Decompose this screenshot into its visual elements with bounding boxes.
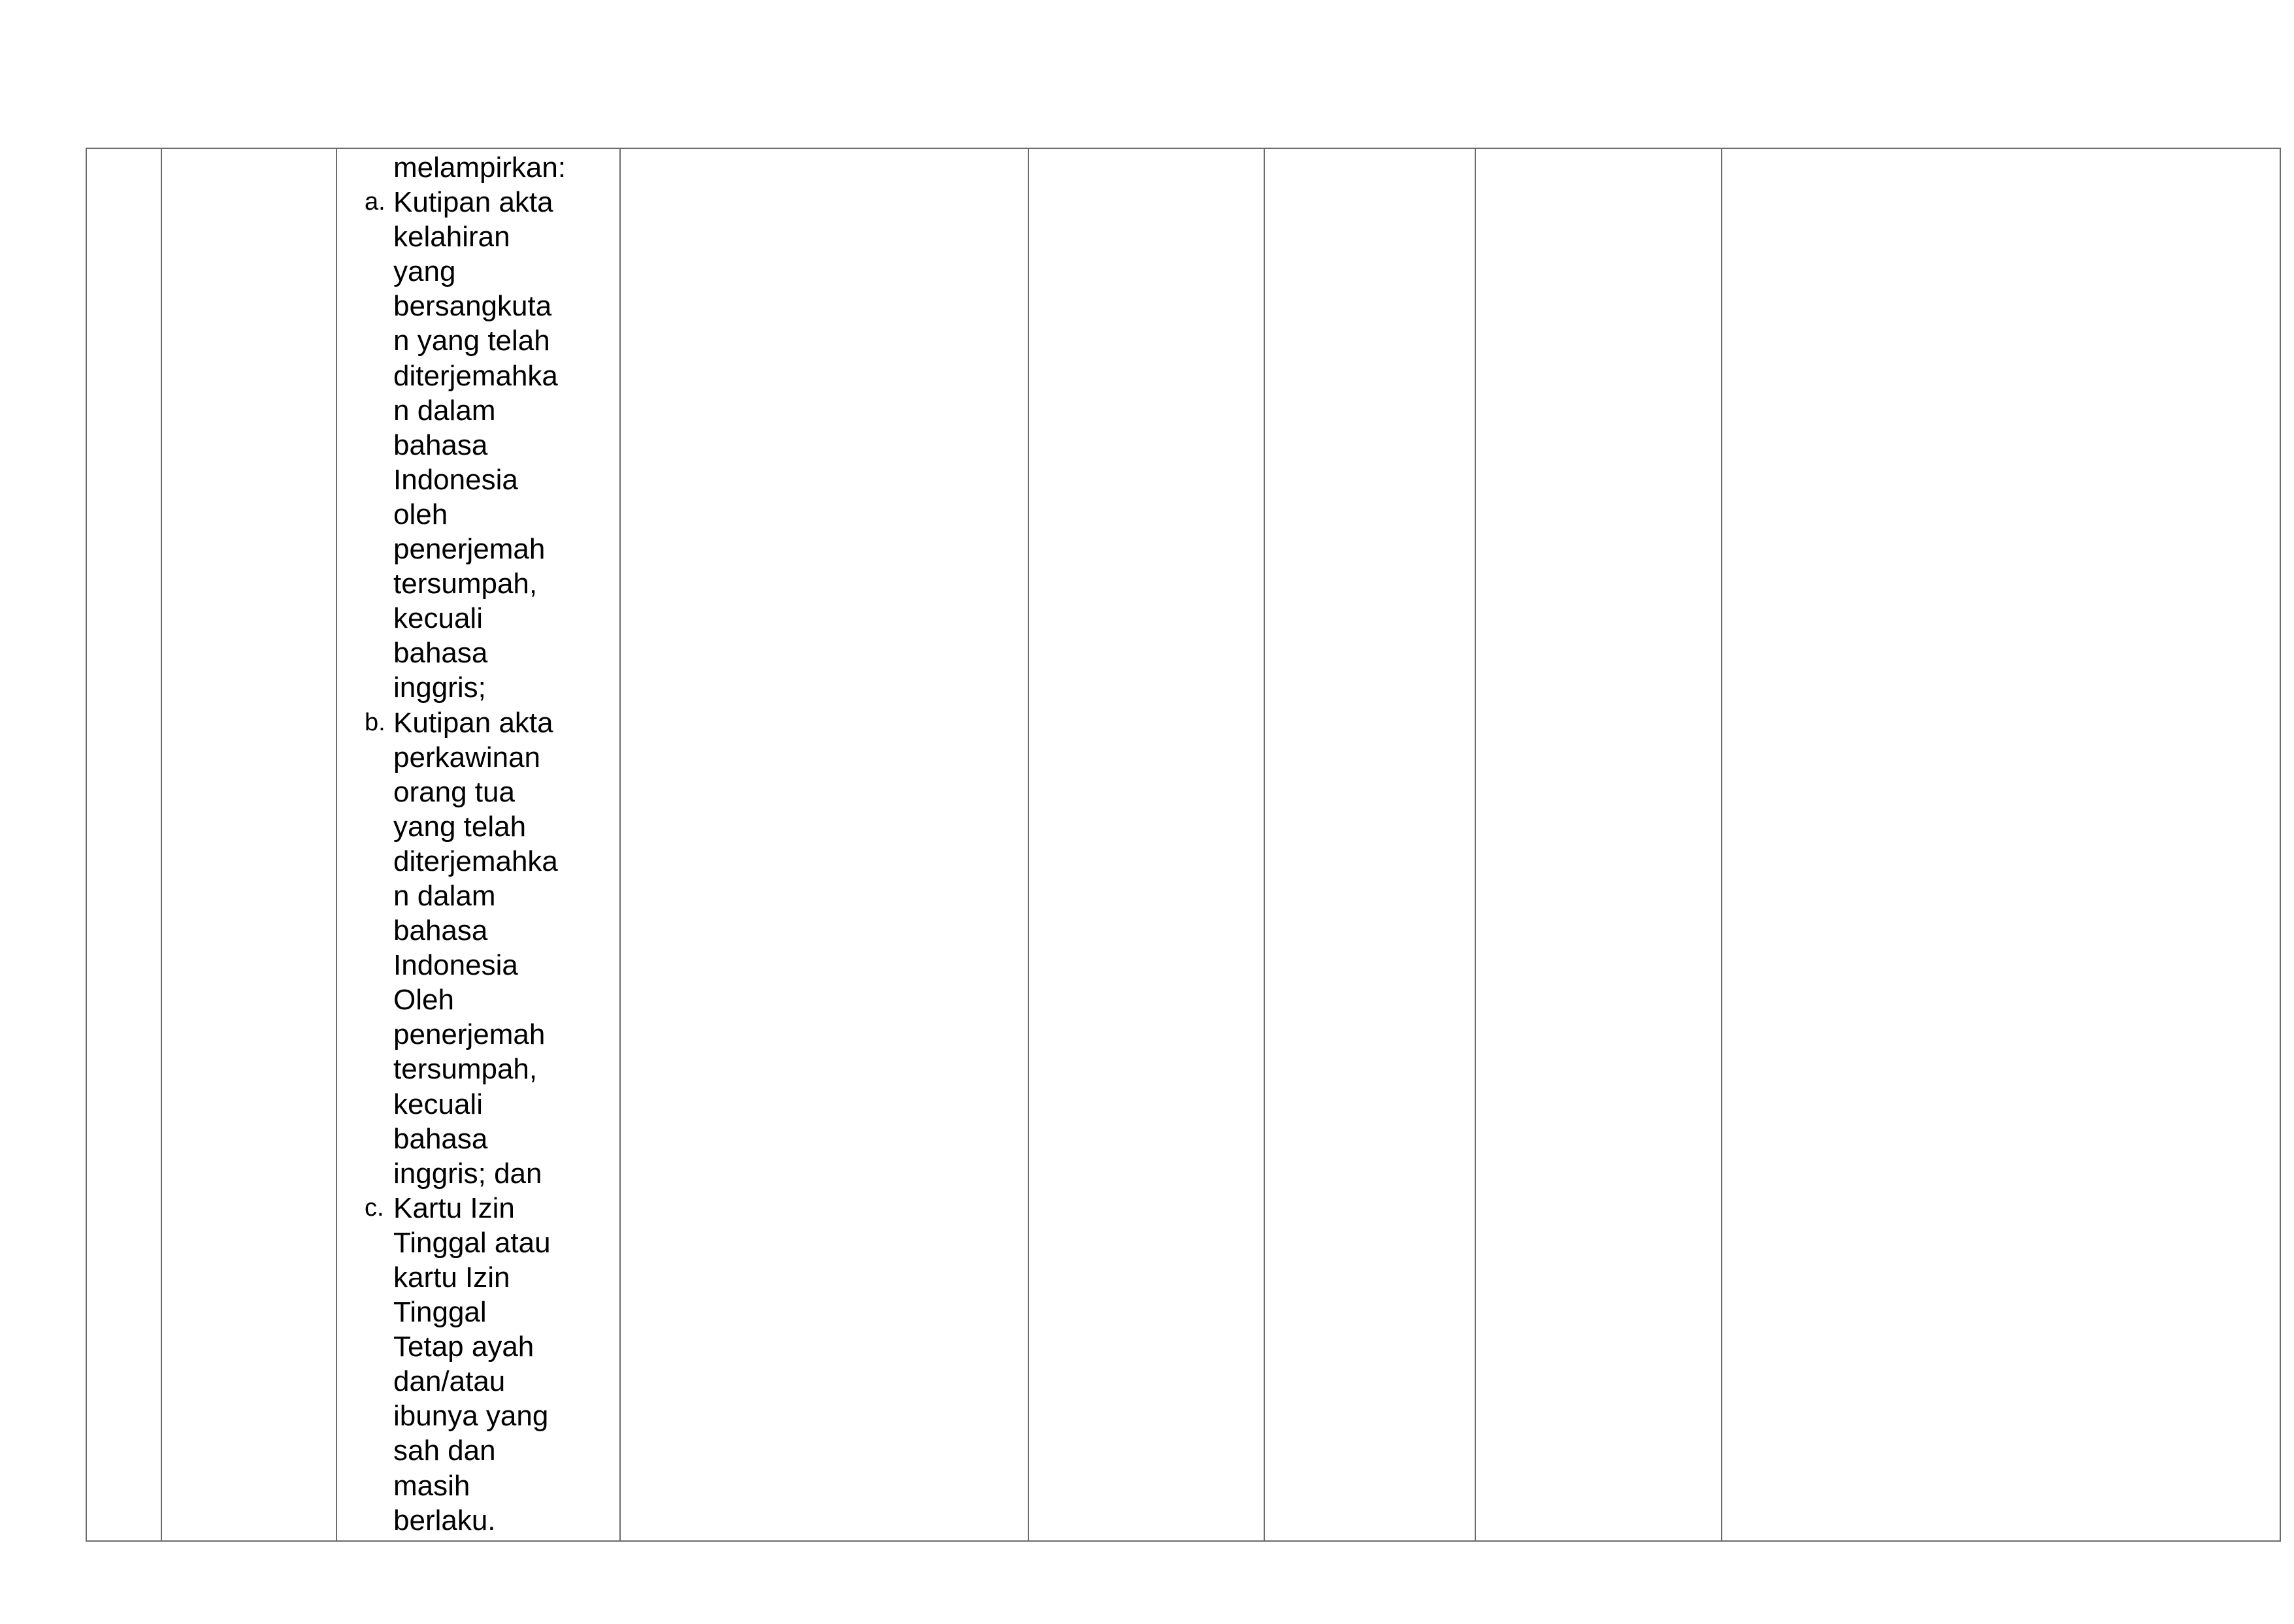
list-item-text-line: Kutipan akta: [393, 706, 553, 739]
list-item-text-line: n yang telah: [393, 325, 550, 357]
list-item-text-line: yang telah: [393, 810, 527, 843]
list-item-text-line: Tetap ayah: [393, 1331, 534, 1363]
list-item-text-line: sah dan: [393, 1435, 496, 1467]
list-item-text-line: Tinggal atau: [393, 1226, 551, 1259]
list-item-text-line: kartu Izin: [393, 1261, 510, 1293]
list-item-text-line: perkawinan: [393, 741, 541, 773]
list-item-text-line: Kutipan akta: [393, 186, 553, 219]
list-item-text-line: yang: [393, 255, 456, 288]
list-item-text-line: bersangkuta: [393, 290, 552, 323]
table-cell-2: [161, 148, 336, 1541]
list-item-text-line: bahasa: [393, 1122, 488, 1155]
table-cell-8: [1722, 148, 2280, 1541]
list-item-text-line: kecuali: [393, 602, 483, 635]
table-cell-4: [620, 148, 1028, 1541]
list-item-text-line: penerjemah: [393, 1018, 546, 1051]
list-item-text-line: inggris; dan: [393, 1157, 542, 1190]
requirements-table: [86, 148, 2281, 1542]
requirements-list: [337, 185, 619, 1538]
table-cell-7: [1475, 148, 1722, 1541]
list-item-text-line: kelahiran: [393, 221, 510, 253]
list-item-text-line: bahasa: [393, 429, 488, 461]
list-item-text-line: n dalam: [393, 879, 496, 912]
list-item-text-line: bahasa: [393, 637, 488, 670]
list-item-text-line: Kartu Izin: [393, 1192, 515, 1224]
list-item: [337, 706, 619, 1191]
list-item-text-line: diterjemahka: [393, 359, 558, 392]
list-item-text-line: orang tua: [393, 775, 515, 808]
list-item-text-line: berlaku.: [393, 1504, 496, 1536]
list-item-text-line: masih: [393, 1469, 470, 1502]
table-cell-6: [1264, 148, 1475, 1541]
table-cell-5: [1028, 148, 1264, 1541]
list-item-text-line: Indonesia: [393, 463, 518, 496]
list-item-text-line: bahasa: [393, 915, 488, 947]
list-item-text-line: Tinggal: [393, 1296, 487, 1329]
list-item-text-line: n dalam: [393, 394, 496, 427]
list-item-text-line: Indonesia: [393, 949, 518, 982]
list-item-text-line: Oleh: [393, 984, 454, 1016]
list-item-text-line: tersumpah,: [393, 568, 538, 600]
list-item-text-line: inggris;: [393, 672, 486, 704]
requirements-text: [337, 149, 619, 1538]
table-row: [86, 148, 2280, 1541]
list-item-text-line: ibunya yang: [393, 1400, 549, 1433]
list-item-text-line: dan/atau: [393, 1365, 506, 1398]
list-item-marker: b.: [365, 708, 385, 736]
list-item-text-line: oleh: [393, 498, 448, 530]
list-item-text-line: diterjemahka: [393, 845, 558, 877]
list-item-marker: c.: [365, 1194, 384, 1222]
list-item-text-line: tersumpah,: [393, 1053, 538, 1086]
list-item: [337, 1191, 619, 1538]
list-item-text-line: penerjemah: [393, 533, 546, 566]
list-item-text-line: kecuali: [393, 1088, 483, 1120]
table-cell-1: [86, 148, 161, 1541]
list-item: [337, 185, 619, 705]
cell-intro-text: melampirkan:: [393, 152, 566, 184]
list-item-marker: a.: [365, 188, 385, 216]
table-cell-requirements: [336, 148, 620, 1541]
